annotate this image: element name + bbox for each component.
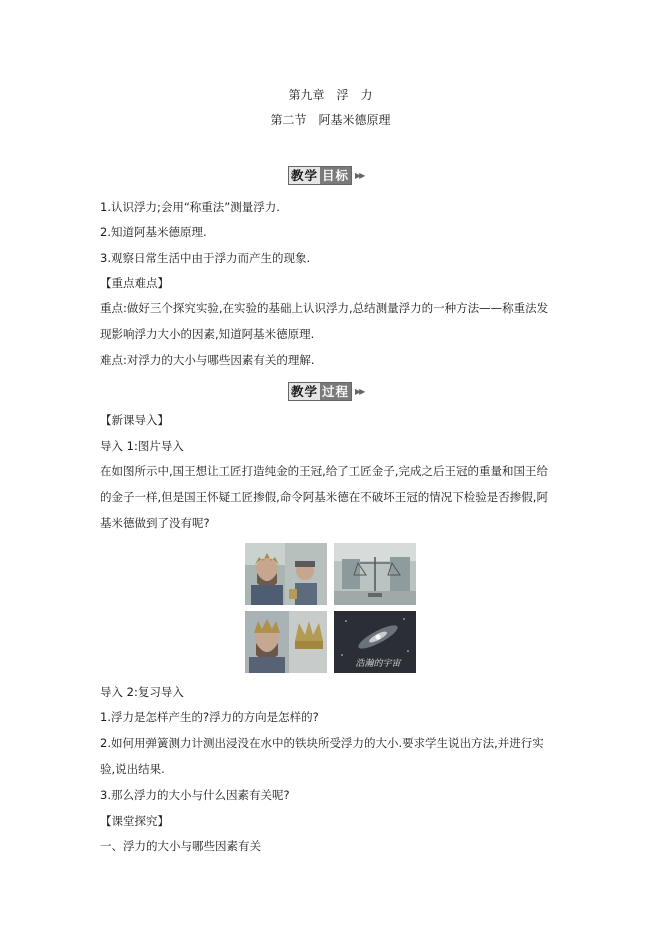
- teaching-goal-banner: [288, 166, 363, 185]
- intro1-line-1: 在如图所示中,国王想让工匠打造纯金的王冠,给了工匠金子,完成之后王冠的重量和国王给: [100, 464, 548, 478]
- goal-item-2: 2.知道阿基米德原理.: [100, 225, 207, 239]
- key-point-line-2: 现影响浮力大小的因素,知道阿基米德原理.: [100, 327, 315, 341]
- class-explore-heading: 【课堂探究】: [100, 814, 169, 828]
- review-question-1: 1.浮力是怎样产生的?浮力的方向是怎样的?: [100, 710, 319, 724]
- banner-goal-part1: 教学: [291, 168, 319, 183]
- goal-item-3: 3.观察日常生活中由于浮力而产生的现象.: [100, 251, 311, 265]
- banner-process-part2: 过程: [322, 384, 350, 399]
- new-lesson-heading: 【新课导入】: [100, 413, 169, 427]
- section-title: 第二节 阿基米德原理: [270, 113, 391, 127]
- intro2-title: 导入 2:复习导入: [100, 685, 184, 699]
- banner-process-part1: 教学: [291, 384, 319, 399]
- double-arrow-icon: ▶▶: [355, 171, 364, 180]
- photo-universe: [334, 611, 416, 673]
- review-question-2-line-1: 2.如何用弹簧测力计测出浸没在水中的铁块所受浮力的大小.要求学生说出方法,并进行实: [100, 736, 544, 750]
- review-question-3: 3.那么浮力的大小与什么因素有关呢?: [100, 788, 290, 802]
- intro1-line-2: 的金子一样,但是国王怀疑工匠掺假,命令阿基米德在不破坏王冠的情况下检验是否掺假,阿: [100, 490, 548, 504]
- photo-caption: 浩瀚的宇宙: [355, 659, 401, 669]
- difficulty-line: 难点:对浮力的大小与哪些因素有关的理解.: [100, 353, 315, 367]
- review-question-2-line-2: 验,说出结果.: [100, 762, 165, 776]
- explore-subheading-1: 一、浮力的大小与哪些因素有关: [100, 839, 261, 853]
- double-arrow-icon: ▶▶: [355, 387, 364, 396]
- goal-item-1: 1.认识浮力;会用“称重法”测量浮力.: [100, 200, 280, 214]
- photo-king-and-craftsman: [245, 543, 327, 605]
- photo-king-with-crown: [245, 611, 327, 673]
- photo-balance-scene: [334, 543, 416, 605]
- chapter-title: 第九章 浮 力: [288, 88, 373, 102]
- intro1-title: 导入 1:图片导入: [100, 439, 184, 453]
- photo-grid: [245, 543, 416, 673]
- key-points-heading: 【重点难点】: [100, 276, 169, 290]
- teaching-process-banner: [288, 382, 363, 401]
- intro1-line-3: 基米德做到了没有呢?: [100, 516, 210, 530]
- key-point-line-1: 重点:做好三个探究实验,在实验的基础上认识浮力,总结测量浮力的一种方法——称重法发: [100, 301, 549, 315]
- banner-goal-part2: 目标: [322, 168, 350, 183]
